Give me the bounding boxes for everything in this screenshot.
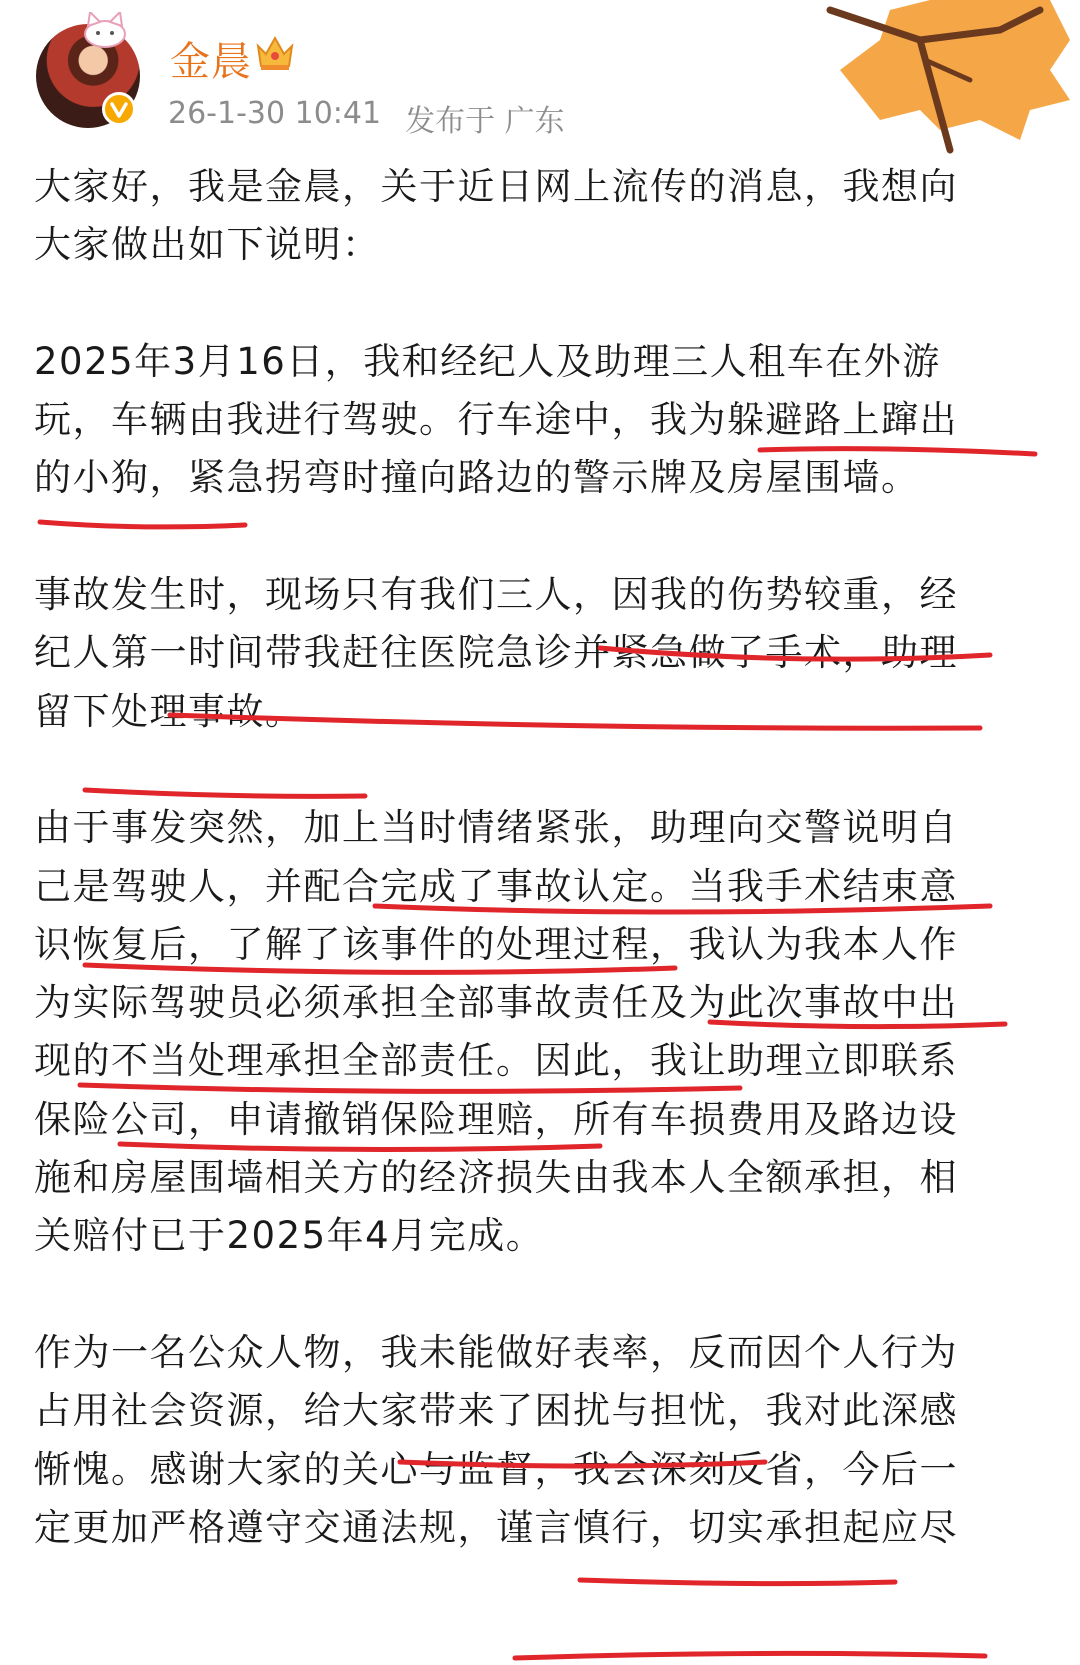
paragraph: 大家好，我是金晨，关于近日网上流传的消息，我想向大家做出如下说明： (34, 165, 958, 267)
paragraph: 由于事发突然，加上当时情绪紧张，助理向交警说明自己是驾驶人，并配合完成了事故认定。当我手术结束意识恢复后，了解了该事件的处理过程，我认为我本人作为实际驾驶员必须承担全部事故责任及为此次事故中出现的不当处理承担全部责任。因此，我让助理立即联系保险公司，申请撤销保险理赔，所有车损费用及路边设施和房屋围墙相关方的经济损失由我本人全额承担，相关赔付已于2025年4月完成。 (34, 806, 958, 1258)
author-name[interactable]: 金晨 (170, 39, 252, 85)
avatar[interactable] (36, 24, 140, 128)
post-body (34, 158, 1054, 1615)
post-timestamp: 26-1-30 10:41 (168, 96, 382, 131)
vip-crown-icon (254, 34, 296, 72)
verified-badge-icon (102, 92, 136, 126)
autumn-leaf-icon (800, 0, 1080, 160)
underline-mark (515, 1653, 985, 1658)
paragraph: 作为一名公众人物，我未能做好表率，反而因个人行为占用社会资源，给大家带来了困扰与担忧，我对此深感惭愧。感谢大家的关心与监督，我会深刻反省，今后一定更加严格遵守交通法规，谨言慎行，切实承担起应尽 (34, 1330, 958, 1549)
cat-ears-icon (80, 12, 130, 48)
paragraph: 事故发生时，现场只有我们三人，因我的伤势较重，经纪人第一时间带我赶往医院急诊并紧急做了手术，助理留下处理事故。 (34, 573, 958, 733)
post-location: 发布于 广东 (405, 104, 565, 139)
paragraph: 2025年3月16日，我和经纪人及助理三人租车在外游玩，车辆由我进行驾驶。行车途中，我为躲避路上蹿出的小狗，紧急拐弯时撞向路边的警示牌及房屋围墙。 (34, 339, 958, 500)
post-meta (168, 96, 565, 140)
